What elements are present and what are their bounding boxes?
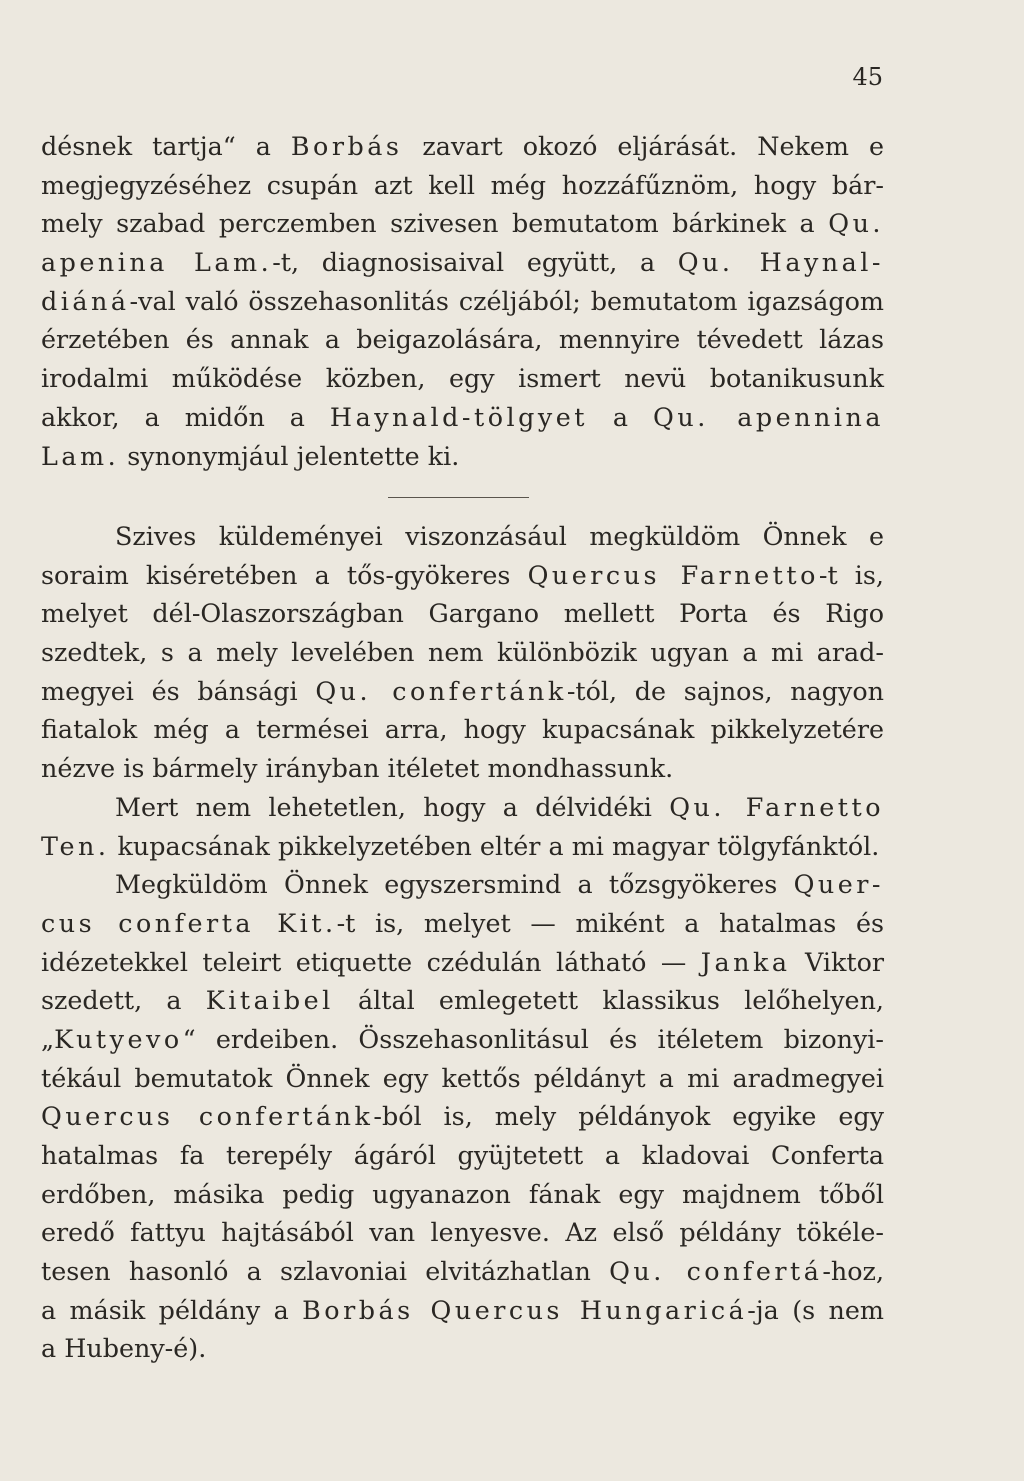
text-line bbox=[41, 1020, 884, 1059]
spaced-text: Janka bbox=[700, 946, 791, 977]
text-line bbox=[41, 710, 884, 749]
text-run: Megküldöm Önnek egyszersmind a tőzsgyökeres bbox=[115, 869, 794, 900]
text-run: tesen hasonló a szlavoniai elvitázhatlan bbox=[41, 1256, 610, 1287]
text-line bbox=[41, 204, 884, 243]
text-run: -ból is, mely példányok egyike egy bbox=[373, 1101, 884, 1132]
text-line bbox=[41, 672, 884, 711]
text-line bbox=[41, 127, 884, 166]
text-line bbox=[41, 166, 884, 205]
text-line bbox=[41, 1252, 884, 1291]
text-line bbox=[41, 633, 884, 672]
spaced-text: Qu. Farnetto bbox=[669, 791, 884, 822]
text-run: -ja (s nem bbox=[747, 1294, 884, 1325]
text-line bbox=[41, 556, 884, 595]
paragraph-first bbox=[41, 127, 884, 475]
text-run: Szives küldeményei viszonzásául megküldöm Önnek e bbox=[115, 521, 884, 551]
text-run: a bbox=[587, 401, 654, 432]
text-run: szedtek, s a mely levelében nem különbözik ugyan a mi arad- bbox=[41, 637, 884, 668]
spaced-text: Quer- bbox=[793, 869, 884, 900]
text-run: megyei és bánsági bbox=[41, 675, 316, 706]
spaced-text: Borbás bbox=[290, 131, 403, 161]
text-line bbox=[41, 282, 884, 321]
text-run: idézetekkel teleirt etiquette czédulán látható — bbox=[41, 946, 701, 977]
spaced-text: Kutyevo bbox=[54, 1023, 183, 1054]
text-run: akkor, a midőn a bbox=[41, 401, 330, 432]
text-line bbox=[41, 788, 884, 827]
text-run: által emlegetett klassikus lelőhelyen, bbox=[333, 985, 884, 1016]
text-line bbox=[41, 1175, 884, 1214]
paragraph-second bbox=[41, 517, 884, 1368]
text-run: soraim kiséretében a tős-gyökeres bbox=[41, 559, 528, 590]
text-run: “ erdeiben. Összehasonlitásul és itéletem bizonyi- bbox=[182, 1023, 884, 1054]
text-run: -t, diagnosisaival együtt, a bbox=[272, 247, 678, 278]
spaced-text: Quercus confertánk bbox=[41, 1101, 374, 1132]
spaced-text: Borbás Quercus Hungaricá bbox=[302, 1294, 748, 1325]
text-run: synonymjául jelentette ki. bbox=[119, 440, 460, 471]
text-line bbox=[41, 904, 884, 943]
text-line bbox=[41, 594, 884, 633]
spaced-text: apenina Lam. bbox=[41, 247, 273, 278]
text-line bbox=[41, 1291, 884, 1330]
text-line bbox=[41, 320, 884, 359]
text-run: a Hubeny-é). bbox=[41, 1333, 207, 1364]
spaced-text: Qu. confertá bbox=[609, 1256, 823, 1287]
text-run: érzetében és annak a beigazolására, mennyire tévedett lázas bbox=[41, 324, 884, 355]
spaced-text: Quercus Farnetto bbox=[527, 559, 819, 590]
text-run: -val való összehasonlitás czéljából; bemutatom igazságom bbox=[129, 285, 884, 316]
text-line bbox=[41, 398, 884, 437]
text-line bbox=[41, 943, 884, 982]
text-run: -tól, de sajnos, nagyon bbox=[566, 675, 885, 706]
text-run: hatalmas fa terepély ágáról gyüjtetett a kladovai Conferta bbox=[41, 1140, 884, 1170]
spaced-text: Lam. bbox=[41, 440, 120, 471]
text-run: „ bbox=[41, 1023, 55, 1054]
text-run: a másik példány a bbox=[41, 1294, 303, 1325]
spaced-text: Haynald-tölgyet bbox=[329, 401, 588, 432]
text-run: eredő fattyu hajtásából van lenyesve. Az első példány tökéle- bbox=[41, 1217, 884, 1248]
text-line bbox=[41, 243, 884, 282]
spaced-text: Qu. Haynal- bbox=[677, 247, 884, 278]
section-separator-rule bbox=[388, 497, 529, 498]
text-line bbox=[41, 437, 884, 476]
text-run: erdőben, másika pedig ugyanazon fának egy majdnem tőből bbox=[41, 1178, 884, 1209]
text-run: -hoz, bbox=[822, 1256, 885, 1287]
spaced-text: diáná bbox=[41, 285, 130, 316]
text-run: Mert nem lehetetlen, hogy a délvidéki bbox=[115, 791, 670, 822]
text-line bbox=[41, 865, 884, 904]
text-line bbox=[41, 1059, 884, 1098]
text-line bbox=[41, 359, 884, 398]
text-line bbox=[41, 1136, 884, 1175]
text-run: zavart okozó eljárását. Nekem e bbox=[402, 131, 884, 161]
spaced-text: Qu. confertánk bbox=[315, 675, 567, 706]
text-run: nézve is bármely irányban itéletet mondhassunk. bbox=[41, 753, 674, 784]
text-run: -t is, bbox=[818, 559, 884, 590]
text-line bbox=[41, 1097, 884, 1136]
text-run: fiatalok még a termései arra, hogy kupacsának pikkelyzetére bbox=[41, 714, 884, 745]
text-run: tékául bemutatok Önnek egy kettős példányt a mi aradmegyei bbox=[41, 1062, 884, 1093]
text-line bbox=[41, 827, 884, 866]
text-run: szedett, a bbox=[41, 985, 206, 1016]
spaced-text: Qu. bbox=[828, 208, 884, 239]
text-run: désnek tartja“ a bbox=[41, 131, 291, 161]
text-run: kupacsának pikkelyzetében eltér a mi magyar tölgyfánktól. bbox=[109, 830, 880, 861]
text-run: irodalmi működése közben, egy ismert nevü botanikusunk bbox=[41, 363, 884, 394]
text-run: Viktor bbox=[790, 946, 884, 977]
spaced-text: cus conferta Kit. bbox=[41, 907, 337, 938]
spaced-text: Qu. apennina bbox=[653, 401, 885, 432]
spaced-text: Ten. bbox=[41, 830, 110, 861]
spaced-text: Kitaibel bbox=[205, 985, 334, 1016]
text-run: mely szabad perczemben szivesen bemutatom bárkinek a bbox=[41, 208, 829, 239]
text-run: -t is, melyet — miként a hatalmas és bbox=[336, 907, 885, 938]
text-line bbox=[41, 1329, 884, 1368]
text-line bbox=[41, 981, 884, 1020]
text-run: melyet dél-Olaszországban Gargano mellett Porta és Rigo bbox=[41, 598, 884, 629]
text-line bbox=[41, 1213, 884, 1252]
text-run: megjegyzéséhez csupán azt kell még hozzáfűznöm, hogy bár- bbox=[41, 169, 884, 200]
text-line bbox=[41, 517, 884, 556]
page-number: 45 bbox=[852, 63, 883, 91]
text-line bbox=[41, 749, 884, 788]
